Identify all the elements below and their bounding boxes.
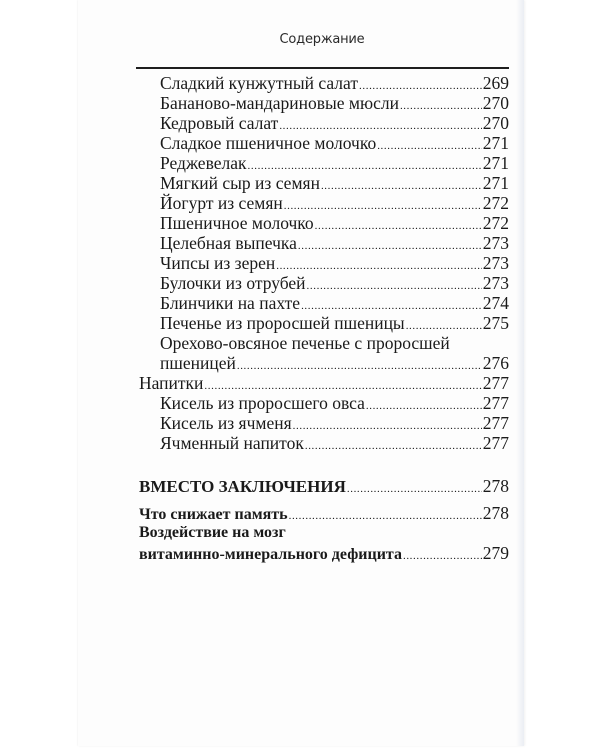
toc-entry-page: 269: [482, 73, 509, 93]
toc-entry-line1[interactable]: [160, 333, 509, 353]
dot-leader: [347, 479, 482, 499]
toc-entry-page: 270: [482, 93, 509, 113]
toc-entry[interactable]: [160, 433, 509, 456]
toc-entry-page: 277: [482, 413, 509, 433]
toc-chapter-title: ВМЕСТО ЗАКЛЮЧЕНИЯ: [139, 477, 346, 496]
toc-entry-title: Орехово-овсяное печенье с проросшей: [160, 333, 450, 353]
toc-entry-title: Печенье из проросшей пшеницы: [160, 313, 405, 333]
toc-entry-title: Блинчики на пахте: [160, 293, 301, 313]
toc-entry-page: 277: [482, 433, 509, 453]
toc-entry-bold[interactable]: [139, 543, 509, 566]
toc-entry-page: 272: [482, 193, 509, 213]
toc-entry-page: 277: [482, 393, 509, 413]
toc-entry-title: Сладкое пшеничное молочко: [160, 133, 377, 153]
toc-entry-page: 276: [482, 353, 509, 373]
toc-entry-page: 275: [482, 313, 509, 333]
toc-entry-page: 270: [482, 113, 509, 133]
toc-entry-title: Целебная выпечка: [160, 233, 297, 253]
toc-entry-page: 272: [482, 213, 509, 233]
toc-entry-title-continued: пшеницей: [160, 353, 236, 373]
toc-entry-title: Воздействие на мозг: [139, 524, 286, 541]
toc-entry-page: 271: [482, 133, 509, 153]
toc-entry-page: 278: [482, 503, 509, 523]
toc-entry-page: 279: [482, 543, 509, 563]
toc-entry-title-continued: витаминно-минерального дефицита: [139, 546, 402, 563]
toc-entry-title: Сладкий кунжутный салат: [160, 73, 359, 93]
toc-entry-title: Чипсы из зерен: [160, 253, 276, 273]
toc-entry-title: Булочки из отрубей: [160, 273, 306, 293]
running-head: Содержание: [279, 32, 365, 47]
header-rule: [136, 67, 509, 69]
page-edge-shadow: [516, 0, 524, 746]
dot-leader: [305, 436, 482, 456]
toc-entry-page: 277: [482, 373, 509, 393]
toc-entry-page: 273: [482, 253, 509, 273]
toc-entry-title: Пшеничное молочко: [160, 213, 314, 233]
toc-chapter[interactable]: [139, 476, 509, 499]
toc-entry-title: Кедровый салат: [160, 113, 279, 133]
toc-entry-title: Бананово-мандариновые мюсли: [160, 93, 399, 113]
toc-entry-page: 274: [482, 293, 509, 313]
toc-entry-page: 273: [482, 273, 509, 293]
toc-entry-title: Кисель из проросшего овса: [160, 393, 365, 413]
toc-entry-title: Мягкий сыр из семян: [160, 173, 320, 193]
toc-entry-title: Кисель из ячменя: [160, 413, 292, 433]
toc-entry-page: 273: [482, 233, 509, 253]
toc-entry-page: 278: [482, 476, 509, 496]
toc-entry-title: Йогурт из семян: [160, 193, 283, 213]
toc-section-title: Напитки: [139, 373, 204, 393]
toc-entry-title: Что снижает память: [139, 506, 288, 523]
toc-entry-title: Ячменный напиток: [160, 433, 304, 453]
toc-entry-page: 271: [482, 173, 509, 193]
dot-leader: [403, 546, 482, 566]
toc-entry-title: Реджевелак: [160, 153, 247, 173]
toc-entry-page: 271: [482, 153, 509, 173]
toc-entry-bold-line1[interactable]: [139, 523, 509, 543]
